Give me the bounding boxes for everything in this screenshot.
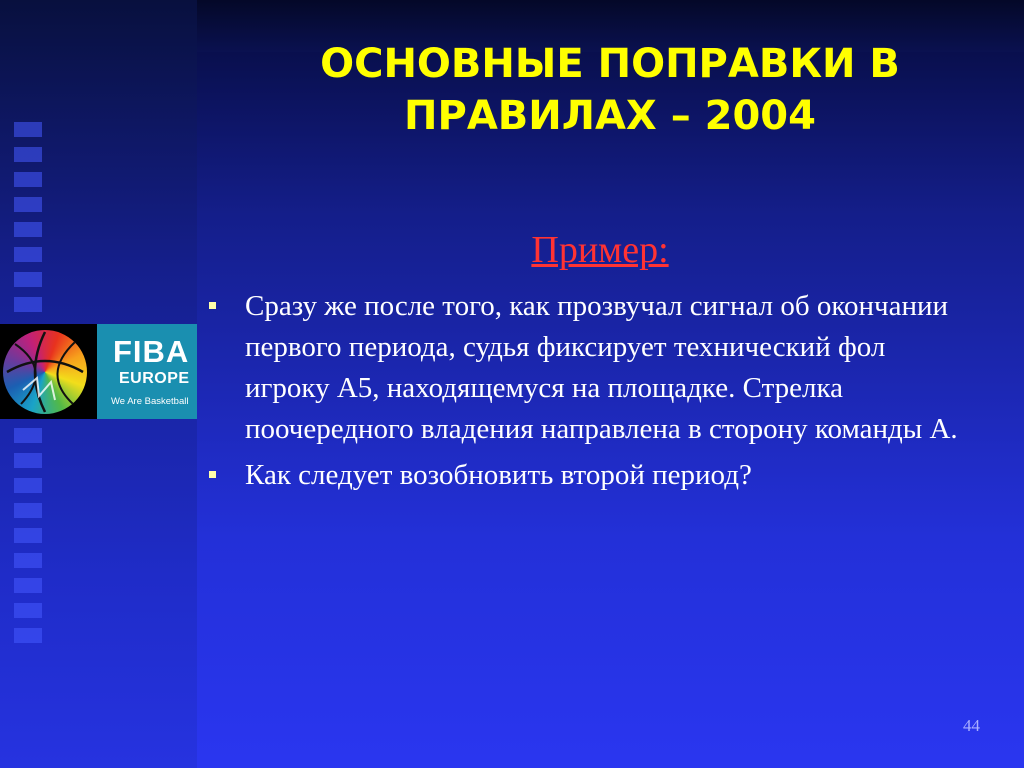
bullet-item xyxy=(207,286,967,450)
title-line-2: ПРАВИЛАХ – 2004 xyxy=(404,93,816,139)
decor-square xyxy=(14,428,42,443)
logo-tagline: We Are Basketball xyxy=(111,396,189,407)
decor-square xyxy=(14,503,42,518)
fiba-europe-logo xyxy=(0,324,197,419)
page-number: 44 xyxy=(963,716,980,735)
fiba-wordmark: FIBA xyxy=(113,334,190,369)
decor-square xyxy=(14,297,42,312)
slide-title xyxy=(240,38,980,142)
decor-square xyxy=(14,553,42,568)
title-line-1: ОСНОВНЫЕ ПОПРАВКИ В xyxy=(320,41,900,87)
decor-square xyxy=(14,603,42,618)
example-heading: Пример: xyxy=(531,229,669,271)
bullet-text: Как следует возобновить второй период? xyxy=(245,459,752,491)
decor-square xyxy=(14,272,42,287)
decor-square xyxy=(14,222,42,237)
bullet-list xyxy=(207,286,967,501)
decor-square xyxy=(14,122,42,137)
bullet-text: Сразу же после того, как прозвучал сигнал об окончании первого периода, судья фиксирует технический фол игроку А5, находящемуся на площадке. Стрелка поочередного владения направлена в сторону команды А. xyxy=(245,290,958,445)
basketball-lines-icon xyxy=(3,330,87,414)
decor-square xyxy=(14,247,42,262)
bullet-square-icon xyxy=(209,471,216,478)
square-pattern-top xyxy=(14,122,42,322)
europe-wordmark: EUROPE xyxy=(119,370,190,387)
bullet-item xyxy=(207,455,967,496)
bullet-square-icon xyxy=(209,302,216,309)
decor-square xyxy=(14,528,42,543)
fiba-panel xyxy=(97,324,197,419)
basketball-icon xyxy=(3,330,87,414)
decor-square xyxy=(14,197,42,212)
decor-square xyxy=(14,578,42,593)
decor-square xyxy=(14,147,42,162)
square-pattern-bottom xyxy=(14,428,42,653)
decor-square xyxy=(14,478,42,493)
decor-square xyxy=(14,172,42,187)
decor-square xyxy=(14,453,42,468)
decor-square xyxy=(14,628,42,643)
